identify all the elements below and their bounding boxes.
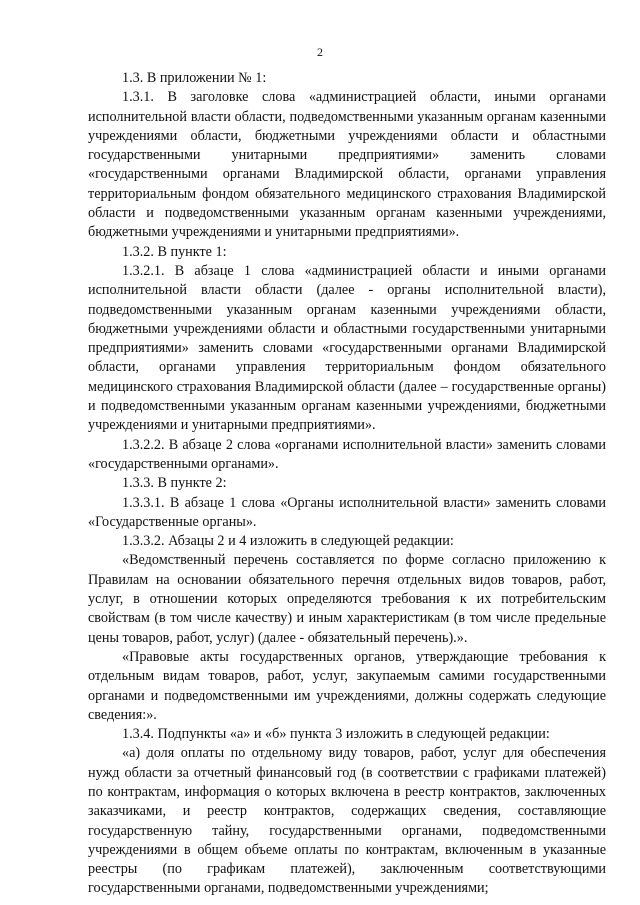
paragraph: «а) доля оплаты по отдельному виду товаров, работ, услуг для обеспечения нужд области за отчетный финансовый год (в соответствии с графиками платежей) по контрактам, информация о которых включена в реестр контрактов, заключенных заказчиками, и реестр контрактов, содержащих сведения, составляющие государственную тайну, государственными органами, подведомственными учреждениями в общем объеме оплаты по контрактам, включенным в указанные реестры (по графикам платежей), заключенным соответствующими государственными органами, подведомственными учреждениями; [88, 745, 606, 897]
paragraph: 1.3.3.2. Абзацы 2 и 4 изложить в следующей редакции: [122, 533, 454, 550]
paragraph: 1.3.3.1. В абзаце 1 слова «Органы исполнительной власти» заменить словами «Государственные органы». [88, 494, 606, 530]
paragraph: 1.3.4. Подпункты «а» и «б» пункта 3 изложить в следующей редакции: [122, 726, 550, 743]
document-body [88, 69, 606, 899]
paragraph: 1.3.1. В заголовке слова «администрацией области, иными органами исполнительной власти области, подведомственными указанным органам казенными учреждениями области, бюджетными учреждениями области и областными государственными унитарными предприятиями» заменить словами «государственными органами Владимирской области, органами управления территориальным фондом обязательного медицинского страхования Владимирской области и подведомственными указанным органам казенными учреждениями, бюджетными учреждениями и унитарными предприятиями». [88, 89, 606, 241]
page-number: 2 [317, 45, 323, 59]
paragraph: 1.3.3. В пункте 2: [122, 475, 227, 492]
paragraph: «Правовые акты государственных органов, утверждающие требования к отдельным видам товаров, работ, услуг, закупаемым самими государственными органами и подведомственными им учреждениями, должны содержать следующие сведения:». [88, 648, 606, 723]
paragraph: 1.3. В приложении № 1: [122, 70, 267, 86]
paragraph: 1.3.2. В пункте 1: [122, 243, 227, 260]
paragraph: «Ведомственный перечень составляется по форме согласно приложению к Правилам на основании обязательного перечня отдельных видов товаров, работ, услуг, в отношении которых определяются требования к их потребительским свойствам (в том числе качеству) и иным характеристикам (в том числе предельные цены товаров, работ, услуг) (далее - обязательный перечень).». [88, 552, 606, 646]
paragraph: 1.3.2.1. В абзаце 1 слова «администрацией области и иными органами исполнительной власти области (далее - органы исполнительной власти), подведомственными указанным органам казенными учреждениями области, бюджетными учреждениями области и областными государственными унитарными предприятиями» заменить словами «государственными органами Владимирской области, органами управления территориальным фондом обязательного медицинского страхования Владимирской области (далее – государственные органы) и подведомственными указанным органам казенными учреждениями, бюджетными учреждениями и унитарными предприятиями». [88, 262, 606, 434]
paragraph: 1.3.2.2. В абзаце 2 слова «органами исполнительной власти» заменить словами «государственными органами». [88, 436, 606, 472]
